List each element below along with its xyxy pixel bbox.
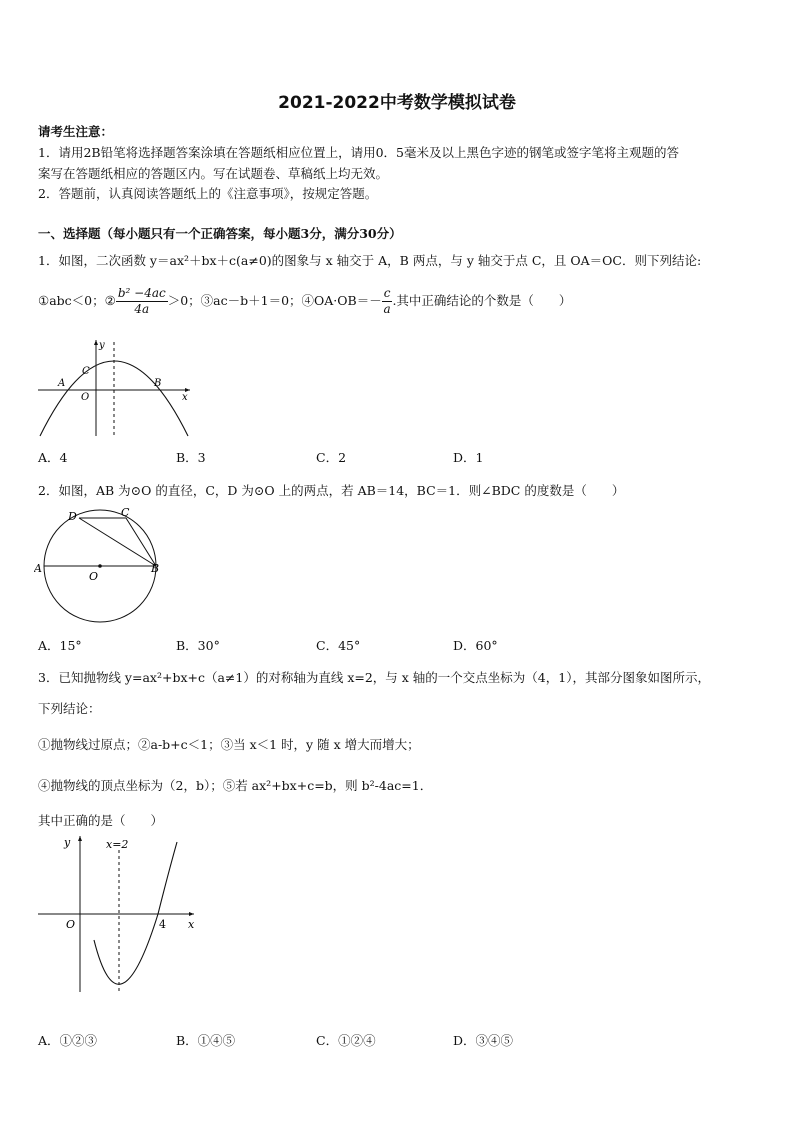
q1-label-A: A — [58, 378, 66, 389]
q2-chord-DB — [79, 518, 156, 566]
q1-fraction-2 — [382, 286, 393, 317]
q1-y-arrow — [94, 340, 98, 345]
q1-frac2-num: c — [383, 286, 391, 300]
q1-option-a[interactable]: A．4 — [38, 450, 68, 465]
q1-conclusions — [38, 286, 571, 317]
q3-y-arrow — [78, 836, 82, 841]
q1-option-b[interactable]: B．3 — [176, 450, 206, 465]
q1-label-O: O — [81, 392, 90, 403]
q3-label-4: 4 — [159, 918, 166, 931]
q1-fraction-1 — [116, 286, 168, 317]
q2-circle-figure — [34, 502, 168, 626]
q3-x-arrow — [189, 912, 194, 916]
q3-label-O: O — [66, 918, 76, 931]
q2-stem: 2．如图，AB 为⊙O 的直径，C，D 为⊙O 上的两点，若 AB＝14，BC＝1．则∠BDC 的度数是（ ） — [38, 483, 625, 498]
q2-center-dot — [98, 564, 102, 568]
notice-item-1a: 1．请用2B铅笔将选择题答案涂填在答题纸相应位置上，请用0．5毫米及以上黑色字迹的钢笔或签字笔将主观题的答 — [38, 145, 679, 160]
q2-option-c[interactable]: C．45° — [316, 638, 361, 653]
q2-chord-CB — [126, 518, 156, 566]
notice-item-2: 2．答题前，认真阅读答题纸上的《注意事项》，按规定答题。 — [38, 186, 378, 201]
q1-conclusion-b: ＞0；③ac－b＋1＝0；④OA·OB＝－ — [167, 293, 382, 308]
q3-option-d[interactable]: D．③④⑤ — [453, 1033, 514, 1048]
q3-conclusions-1: ①抛物线过原点；②a-b+c＜1；③当 x＜1 时，y 随 x 增大而增大； — [38, 737, 420, 752]
q2-option-b[interactable]: B．30° — [176, 638, 220, 653]
q2-label-A: A — [34, 562, 42, 575]
q3-label-y: y — [64, 836, 71, 849]
q2-option-a[interactable]: A．15° — [38, 638, 82, 653]
q2-label-C: C — [121, 506, 130, 519]
q1-option-c[interactable]: C．2 — [316, 450, 347, 465]
q3-label-x: x — [188, 918, 195, 931]
q1-frac1-den: 4a — [134, 302, 150, 316]
q1-stem: 1．如图，二次函数 y＝ax²＋bx＋c(a≠0)的图象与 x 轴交于 A，B 两点，与 y 轴交于点 C，且 OA＝OC．则下列结论: — [38, 253, 702, 268]
q3-label-axis: x=2 — [106, 838, 129, 851]
q1-frac1-num: b² −4ac — [117, 286, 166, 300]
q3-parabola-figure — [34, 830, 204, 996]
q3-conclusions-2: ④抛物线的顶点坐标为（2，b）；⑤若 ax²+bx+c=b，则 b²-4ac=1． — [38, 778, 433, 793]
q3-parabola — [94, 842, 177, 984]
q1-option-d[interactable]: D．1 — [453, 450, 484, 465]
q1-label-C: C — [82, 366, 90, 377]
q1-parabola-figure — [34, 336, 194, 440]
q1-conclusion-a: ①abc＜0；② — [38, 293, 116, 308]
q1-frac2-den: a — [383, 302, 391, 316]
q3-stem-a: 3．已知抛物线 y=ax²+bx+c（a≠1）的对称轴为直线 x=2，与 x 轴的一个交点坐标为（4，1），其部分图象如图所示， — [38, 670, 710, 685]
q3-option-c[interactable]: C．①②④ — [316, 1033, 376, 1048]
q3-option-b[interactable]: B．①④⑤ — [176, 1033, 236, 1048]
q1-label-y: y — [99, 340, 105, 351]
q2-option-d[interactable]: D．60° — [453, 638, 498, 653]
q2-label-B: B — [151, 562, 160, 575]
q1-conclusion-c: .其中正确结论的个数是（ ） — [392, 293, 572, 308]
q1-label-B: B — [154, 378, 162, 389]
q3-stem-b: 下列结论： — [38, 701, 101, 716]
notice-item-1b: 案写在答题纸相应的答题区内。写在试题卷、草稿纸上均无效。 — [38, 166, 389, 181]
q2-label-O: O — [89, 570, 99, 583]
notice-heading: 请考生注意： — [38, 124, 114, 139]
section-heading: 一、选择题（每小题只有一个正确答案，每小题3分，满分30分） — [38, 226, 402, 241]
q1-label-x: x — [182, 392, 188, 403]
q3-ask: 其中正确的是（ ） — [38, 813, 164, 828]
q2-label-D: D — [68, 510, 77, 523]
page-title: 2021-2022中考数学模拟试卷 — [278, 93, 516, 113]
q3-option-a[interactable]: A．①②③ — [38, 1033, 98, 1048]
